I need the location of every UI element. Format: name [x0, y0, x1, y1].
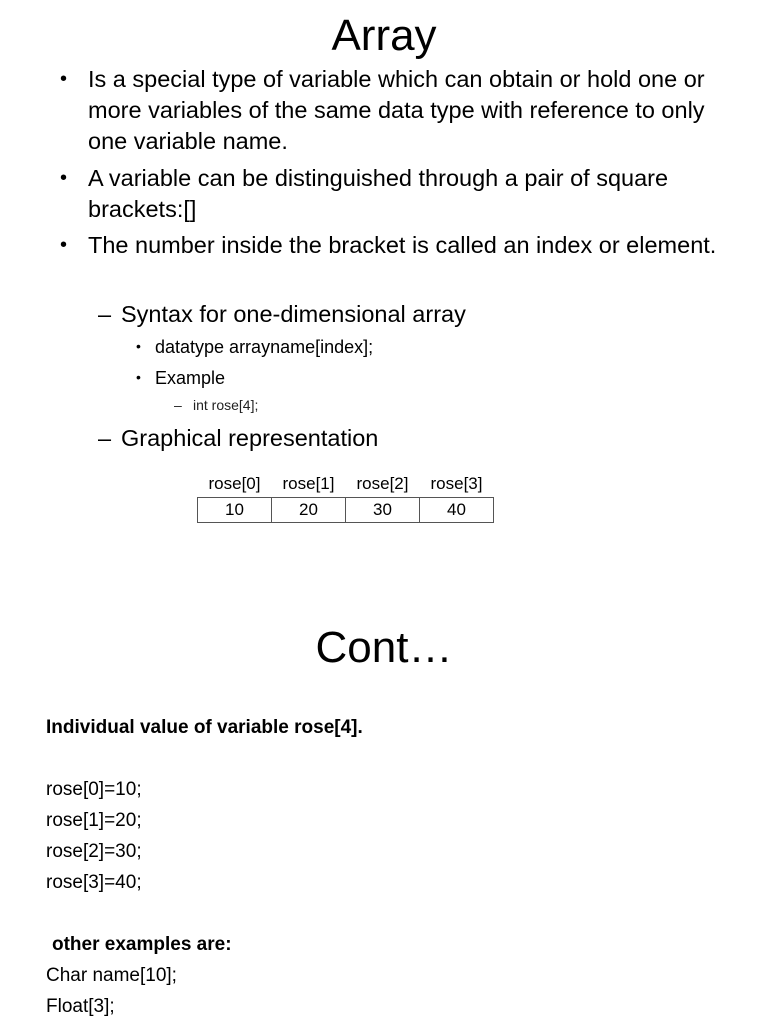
array-value-cell: 10 [198, 498, 272, 523]
bullet-text: The number inside the bracket is called an index or element. [88, 232, 717, 258]
array-header-row [198, 472, 494, 498]
array-header-cell: rose[2] [356, 474, 409, 493]
bullet-3 [60, 230, 740, 261]
bullet-glyph: • [60, 68, 68, 90]
bullet-glyph: • [136, 338, 141, 354]
syntax-text: datatype arrayname[index]; [155, 337, 374, 357]
individual-values-heading: Individual value of variable rose[4]. [46, 717, 363, 738]
assignment-line: rose[1]=20; [46, 810, 142, 831]
dash-glyph: – [98, 301, 112, 327]
example-code-text: int rose[4]; [193, 397, 259, 413]
array-header-cell: rose[1] [282, 474, 335, 493]
dash-glyph: – [98, 425, 112, 451]
bullet-1 [60, 64, 740, 157]
array-table [197, 472, 494, 523]
assignment-line: rose[0]=10; [46, 779, 142, 800]
slide-title: Array [331, 11, 437, 60]
array-value-cell: 40 [420, 498, 494, 523]
assignment-line: rose[2]=30; [46, 841, 142, 862]
sub-sub-bullet-syntax [136, 335, 696, 359]
bullet-2 [60, 163, 740, 225]
assignment-line: rose[3]=40; [46, 872, 142, 893]
bullet-text: Is a special type of variable which can obtain or hold one or more variables of the same data type with reference to only one variable name. [88, 66, 705, 154]
sub-bullet-syntax [98, 299, 738, 330]
array-header-cell: rose[3] [430, 474, 483, 493]
example-label: Example [155, 368, 226, 388]
sub-sub-bullet-example [136, 366, 696, 390]
sub-bullet-text: Graphical representation [121, 425, 379, 451]
slide-title: Cont… [315, 623, 453, 672]
sub-bullet-text: Syntax for one-dimensional array [121, 301, 466, 327]
array-value-cell: 30 [346, 498, 420, 523]
sub-bullet-graphical [98, 423, 738, 454]
bullet-glyph: • [136, 369, 141, 385]
dash-glyph: – [174, 397, 182, 413]
example-code [174, 396, 574, 414]
other-example-line: Float[3]; [46, 996, 115, 1017]
bullet-glyph: • [60, 167, 68, 189]
other-example-line: Char name[10]; [46, 965, 177, 986]
array-value-cell: 20 [272, 498, 346, 523]
bullet-text: A variable can be distinguished through a pair of square brackets:[] [88, 165, 669, 222]
array-value-row [198, 498, 494, 523]
array-header-cell: rose[0] [208, 474, 261, 493]
other-examples-heading: other examples are: [52, 934, 232, 955]
bullet-glyph: • [60, 234, 68, 256]
